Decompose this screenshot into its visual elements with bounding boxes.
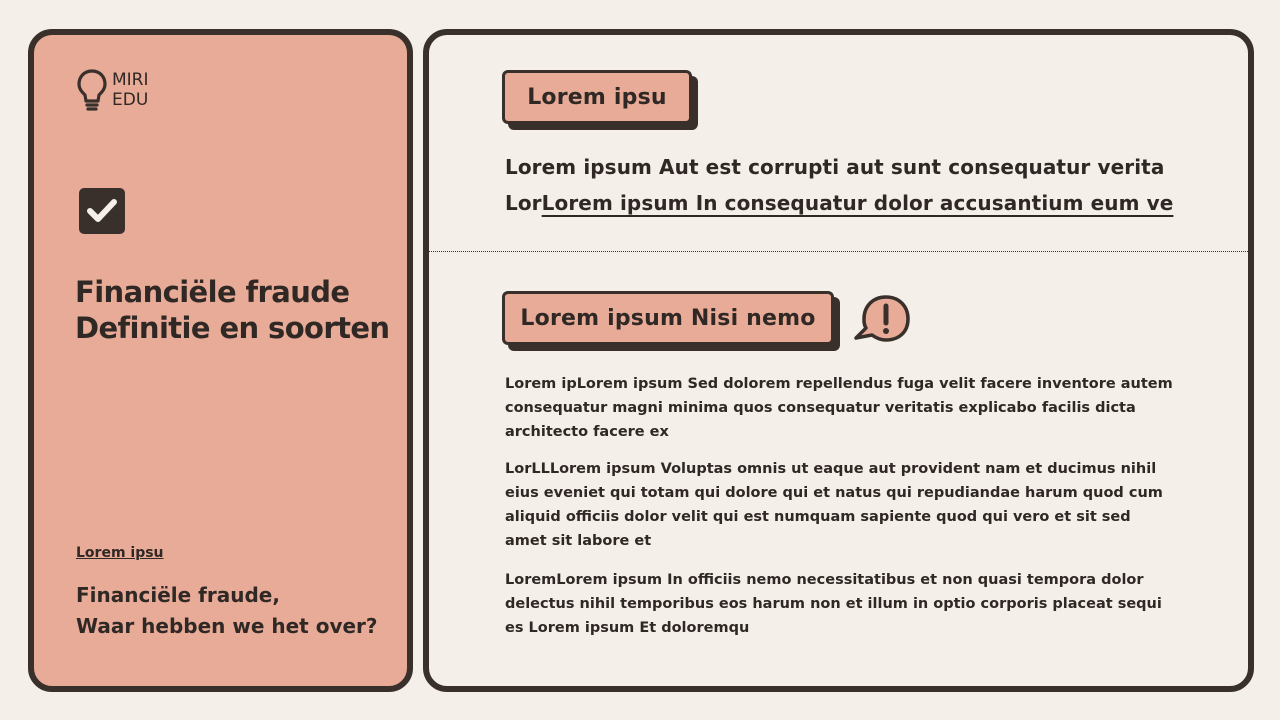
brand-name-line2: EDU [112,90,149,110]
lightbulb-icon [76,68,108,114]
paragraph-3: LoremLorem ipsum In officiis nemo necessitatibus et non quasi tempora dolor delectus nihil temporibus eos harum non et illum in optio corporis placeat sequi es Lorem ipsum Et doloremqu [505,572,1162,636]
section-link[interactable]: Lorem ipsu [76,545,164,561]
intro-line-1: Lorem ipsum Aut est corrupti aut sunt consequatur verita [505,155,1165,179]
page-title [75,274,405,346]
paragraph-1: Lorem ipLorem ipsum Sed dolorem repellendus fuga velit facere inventore autem consequatur magni minima quos consequatur veritatis explicabo facilis dicta architecto facere ex [505,376,1173,440]
page-subtitle-line2: Waar hebben we het over? [76,614,378,638]
page-title-line1: Financiële fraude [75,275,350,309]
intro-line-2-prefix: Lor [505,191,542,215]
section-tag-2-label: Lorem ipsum Nisi nemo [502,291,834,345]
brand-name-line1: MIRI [112,70,149,90]
intro-line-2 [505,185,1185,221]
section-tag-1-label: Lorem ipsu [502,70,692,124]
section-tag-2 [502,291,834,345]
page-title-line2: Definitie en soorten [75,311,390,345]
paragraph-2: LorLLLorem ipsum Voluptas omnis ut eaque aut provident nam et ducimus nihil eius eveniet qui totam qui dolore qui et natus qui repudiandae harum quod cum aliquid officiis dolor velit qui est numquam sapiente quod qui vero et sit sed amet sit labore et [505,461,1163,549]
page-subtitle-line1: Financiële fraude, [76,583,280,607]
section-tag-1 [502,70,692,124]
left-panel [28,29,413,692]
right-panel [423,29,1254,692]
checkbox-checked-icon [79,188,125,234]
exclamation-speech-bubble-icon [852,291,914,347]
brand-name [112,70,149,110]
divider [429,251,1248,252]
intro-link[interactable]: Lorem ipsum In consequatur dolor accusantium eum ve [541,191,1174,215]
intro-text [505,149,1185,221]
brand-logo [76,68,149,114]
page-subtitle [76,580,406,642]
